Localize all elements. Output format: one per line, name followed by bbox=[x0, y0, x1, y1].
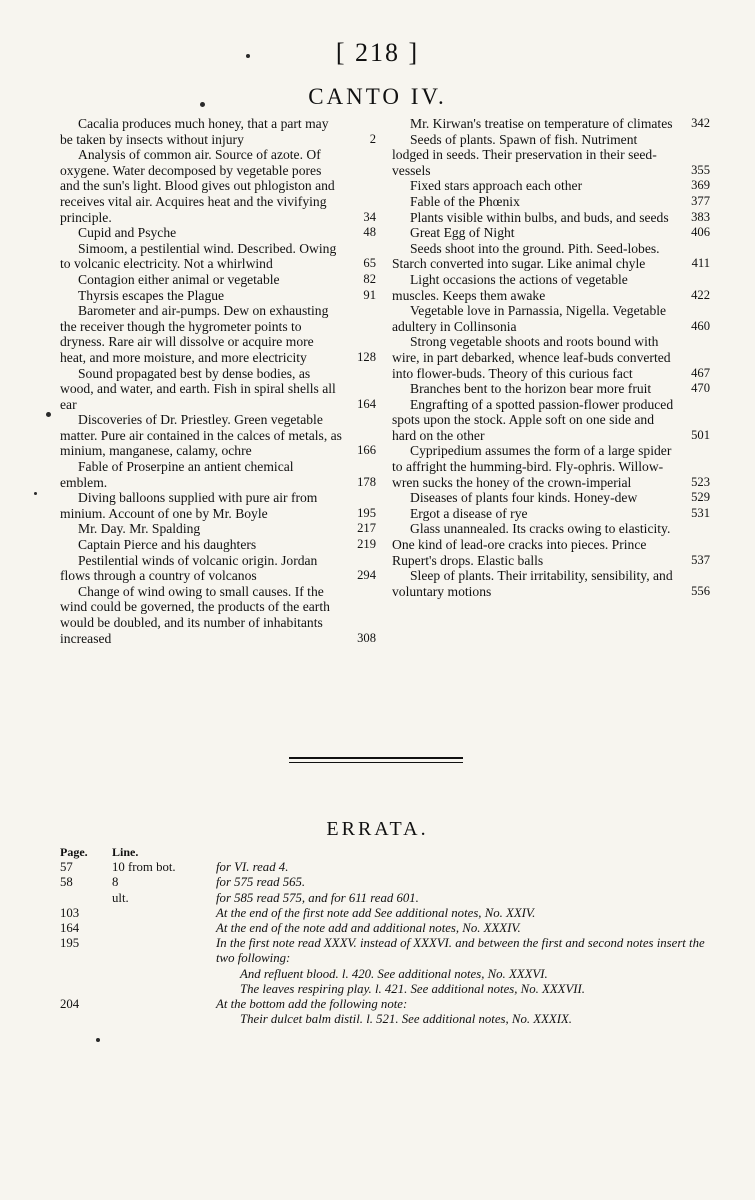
contents-entry-page: 537 bbox=[691, 552, 710, 567]
errata-line bbox=[112, 967, 216, 982]
contents-entry bbox=[60, 147, 376, 225]
contents-entry-page: 556 bbox=[691, 583, 710, 598]
contents-entry-text: Contagion either animal or vegetable bbox=[78, 271, 280, 287]
errata-correction: for 585 read 575, and for 611 read 601. bbox=[216, 890, 419, 905]
contents-entry-text: Change of wind owing to small causes. If the wind could be governed, the products of the earth would be doubled, and its number of inhabitants increased bbox=[60, 583, 330, 646]
errata-line: ult. bbox=[112, 890, 129, 905]
contents-entry bbox=[392, 178, 710, 194]
contents-entry bbox=[392, 443, 710, 490]
contents-entry-page: 91 bbox=[363, 287, 376, 302]
errata-line bbox=[112, 936, 216, 966]
errata-correction: for 575 read 565. bbox=[216, 875, 306, 890]
paper-speck bbox=[246, 54, 250, 58]
errata-correction: At the end of the note add and additional notes, No. XXXIV. bbox=[216, 921, 521, 936]
contents-entry-page: 411 bbox=[691, 256, 710, 271]
divider-line-thin bbox=[289, 762, 463, 763]
errata-row bbox=[60, 1012, 720, 1027]
contents-entry bbox=[60, 553, 376, 584]
contents-entry-text: Fable of Proserpine an antient chemical emblem. bbox=[60, 459, 294, 490]
paper-speck bbox=[34, 492, 37, 495]
contents-entry-text: Fixed stars approach each other bbox=[410, 178, 583, 194]
contents-entry bbox=[392, 334, 710, 381]
contents-entry-page: 383 bbox=[691, 209, 710, 224]
contents-entry-text: Branches bent to the horizon bear more fruit bbox=[410, 381, 652, 397]
errata-page bbox=[60, 982, 112, 997]
contents-entry bbox=[392, 397, 710, 444]
contents-entry bbox=[392, 210, 710, 226]
contents-entry-page: 355 bbox=[691, 162, 710, 177]
errata-row bbox=[60, 997, 720, 1012]
contents-entry bbox=[392, 116, 710, 132]
errata-correction: And refluent blood. l. 420. See additional notes, No. XXXVI. bbox=[240, 966, 548, 981]
errata-line bbox=[112, 997, 216, 1012]
contents-entry-text: Plants visible within bulbs, and buds, and seeds bbox=[410, 209, 669, 225]
contents-entry-text: Great Egg of Night bbox=[410, 225, 515, 241]
contents-entry-page: 65 bbox=[363, 256, 376, 271]
contents-entry bbox=[392, 241, 710, 272]
errata-correction: At the bottom add the following note: bbox=[216, 997, 408, 1012]
errata-correction: The leaves respiring play. l. 421. See additional notes, No. XXXVII. bbox=[240, 981, 585, 996]
contents-entry bbox=[392, 194, 710, 210]
contents-entry bbox=[392, 568, 710, 599]
contents-entry bbox=[60, 412, 376, 459]
contents-entry-page: 308 bbox=[357, 630, 376, 645]
contents-entry-page: 48 bbox=[363, 225, 376, 240]
contents-entry-text: Glass unannealed. Its cracks owing to elasticity. One kind of lead-ore cracks into pieces. Prince Rupert's drops. Elastic balls bbox=[392, 521, 671, 568]
contents-entry bbox=[60, 116, 376, 147]
contents-entry-page: 294 bbox=[357, 568, 376, 583]
errata-page bbox=[60, 891, 112, 906]
contents-entry-text: Diseases of plants four kinds. Honey-dew bbox=[410, 490, 638, 506]
contents-entry bbox=[60, 584, 376, 646]
errata-row bbox=[60, 936, 720, 966]
contents-entry-page: 82 bbox=[363, 271, 376, 286]
contents-entry bbox=[60, 225, 376, 241]
errata-row bbox=[60, 982, 720, 997]
contents-entry-text: Vegetable love in Parnassia, Nigella. Vegetable adultery in Collinsonia bbox=[392, 303, 667, 334]
contents-entry-text: Barometer and air-pumps. Dew on exhausting the receiver though the hygrometer points to dryness. Rare air will dissolve or acquire more heat, and more moisture, and more electricity bbox=[60, 303, 329, 365]
contents-entry-text: Thyrsis escapes the Plague bbox=[78, 287, 225, 303]
contents-entry-page: 342 bbox=[691, 116, 710, 130]
errata-line: 10 from bot. bbox=[112, 860, 176, 875]
errata-page: 204 bbox=[60, 997, 80, 1012]
errata-table bbox=[60, 845, 720, 1027]
contents-entry-text: Analysis of common air. Source of azote. Of oxygene. Water decomposed by vegetable pores and the sun's light. Blood gives out phlogiston and receives vital air. Acquires heat and the vivifying principle. bbox=[60, 147, 335, 225]
contents-entry-text: Engrafting of a spotted passion-flower produced spots upon the stock. Apple soft on one side and hard on the other bbox=[392, 396, 674, 443]
contents-entry bbox=[392, 272, 710, 303]
contents-entry-text: Mr. Day. Mr. Spalding bbox=[78, 521, 201, 537]
contents-entry-page: 406 bbox=[691, 225, 710, 240]
contents-entry bbox=[392, 303, 710, 334]
contents-entry-text: Mr. Kirwan's treatise on temperature of climates bbox=[410, 116, 673, 131]
contents-entry-text: Captain Pierce and his daughters bbox=[78, 537, 257, 553]
contents-entry bbox=[60, 490, 376, 521]
errata-page bbox=[60, 967, 112, 982]
errata-line bbox=[112, 906, 216, 921]
errata-correction: At the end of the first note add See additional notes, No. XXIV. bbox=[216, 905, 536, 920]
contents-entry-text: Seeds of plants. Spawn of fish. Nutriment lodged in seeds. Their preservation in their seed-vessels bbox=[392, 131, 657, 178]
divider-line-thick bbox=[289, 757, 463, 759]
contents-entry bbox=[60, 521, 376, 537]
paper-speck bbox=[200, 102, 205, 107]
errata-page: 58 bbox=[60, 875, 73, 890]
page-number: [ 218 ] bbox=[335, 38, 420, 67]
contents-entry bbox=[392, 521, 710, 568]
contents-entry-page: 217 bbox=[357, 521, 376, 536]
contents-entry-page: 377 bbox=[691, 193, 710, 208]
contents-entry-page: 178 bbox=[357, 474, 376, 489]
contents-entry bbox=[60, 288, 376, 304]
errata-header-spacer bbox=[216, 845, 720, 860]
errata-header-row bbox=[60, 845, 720, 860]
contents-entry-page: 529 bbox=[691, 490, 710, 505]
contents-entry-page: 467 bbox=[691, 365, 710, 380]
contents-entry-page: 460 bbox=[691, 318, 710, 333]
contents-entry-page: 501 bbox=[691, 427, 710, 442]
canto-title: CANTO IV. bbox=[308, 84, 447, 109]
contents-entry-page: 164 bbox=[357, 396, 376, 411]
contents-entry-text: Ergot a disease of rye bbox=[410, 505, 528, 521]
errata-row bbox=[60, 906, 720, 921]
errata-page: 103 bbox=[60, 905, 80, 920]
errata-page bbox=[60, 1012, 112, 1027]
contents-left-column bbox=[60, 116, 376, 646]
contents-right-column bbox=[392, 116, 710, 599]
contents-entry-page: 531 bbox=[691, 505, 710, 520]
errata-line: 8 bbox=[112, 875, 119, 890]
errata-correction: for VI. read 4. bbox=[216, 860, 289, 875]
contents-entry bbox=[392, 490, 710, 506]
contents-entry-page: 219 bbox=[357, 537, 376, 552]
contents-entry bbox=[60, 303, 376, 365]
contents-entry-page: 166 bbox=[357, 443, 376, 458]
contents-entry-page: 195 bbox=[357, 505, 376, 520]
contents-entry-page: 34 bbox=[363, 209, 376, 224]
errata-line bbox=[112, 982, 216, 997]
contents-entry bbox=[60, 537, 376, 553]
contents-entry bbox=[60, 366, 376, 413]
contents-entry bbox=[392, 506, 710, 522]
contents-entry-text: Sleep of plants. Their irritability, sensibility, and voluntary motions bbox=[392, 568, 673, 599]
contents-entry-text: Seeds shoot into the ground. Pith. Seed-lobes. Starch converted into sugar. Like animal chyle bbox=[392, 240, 660, 272]
errata-page: 57 bbox=[60, 860, 73, 875]
errata-correction: Their dulcet balm distil. l. 521. See additional notes, No. XXXIX. bbox=[240, 1012, 572, 1027]
errata-line bbox=[112, 921, 216, 936]
errata-row bbox=[60, 891, 720, 906]
errata-header-page: Page. bbox=[60, 845, 88, 859]
contents-entry bbox=[392, 225, 710, 241]
contents-entry-text: Pestilential winds of volcanic origin. Jordan flows through a country of volcanos bbox=[60, 552, 318, 584]
contents-entry bbox=[60, 272, 376, 288]
contents-entry bbox=[392, 132, 710, 179]
errata-row bbox=[60, 921, 720, 936]
errata-title: ERRATA. bbox=[326, 818, 429, 840]
contents-entry bbox=[392, 381, 710, 397]
contents-entry-page: 523 bbox=[691, 474, 710, 489]
contents-entry-text: Cacalia produces much honey, that a part may be taken by insects without injury bbox=[60, 116, 329, 147]
errata-correction: In the first note read XXXV. instead of XXXVI. and between the first and second notes insert the two following: bbox=[216, 936, 705, 966]
errata-page: 164 bbox=[60, 921, 80, 936]
contents-entry-text: Strong vegetable shoots and roots bound with wire, in part debarked, whence leaf-buds converted into flower-buds. Theory of this curious fact bbox=[392, 334, 671, 381]
contents-entry bbox=[60, 241, 376, 272]
contents-entry-text: Light occasions the actions of vegetable muscles. Keeps them awake bbox=[392, 271, 628, 303]
contents-entry-page: 2 bbox=[369, 131, 376, 146]
contents-entry-page: 422 bbox=[691, 287, 710, 302]
contents-entry-text: Cypripedium assumes the form of a large spider to affright the humming-bird. Fly-ophris. Willow-wren sucks the honey of the crown-imperial bbox=[392, 443, 672, 490]
errata-header-line: Line. bbox=[112, 845, 139, 859]
errata-page: 195 bbox=[60, 936, 80, 951]
contents-entry-page: 470 bbox=[691, 381, 710, 396]
contents-entry-text: Diving balloons supplied with pure air from minium. Account of one by Mr. Boyle bbox=[60, 490, 318, 521]
contents-entry-page: 369 bbox=[691, 178, 710, 193]
contents-entry-text: Cupid and Psyche bbox=[78, 225, 177, 241]
errata-row bbox=[60, 967, 720, 982]
contents-entry-text: Simoom, a pestilential wind. Described. Owing to volcanic electricity. Not a whirlwind bbox=[60, 240, 337, 272]
errata-row bbox=[60, 875, 720, 890]
contents-entry-text: Sound propagated best by dense bodies, as wood, and water, and earth. Fish in spiral shells all ear bbox=[60, 365, 336, 412]
paper-speck bbox=[46, 412, 51, 417]
section-divider bbox=[289, 757, 463, 766]
contents-entry-text: Discoveries of Dr. Priestley. Green vegetable matter. Pure air contained in the calces of metals, as minium, manganese, calamy, ochre bbox=[60, 412, 342, 459]
errata-line bbox=[112, 1012, 216, 1027]
contents-entry-page: 128 bbox=[357, 349, 376, 364]
paper-speck bbox=[96, 1038, 100, 1042]
errata-row bbox=[60, 860, 720, 875]
contents-entry-text: Fable of the Phœnix bbox=[410, 193, 520, 209]
contents-entry bbox=[60, 459, 376, 490]
